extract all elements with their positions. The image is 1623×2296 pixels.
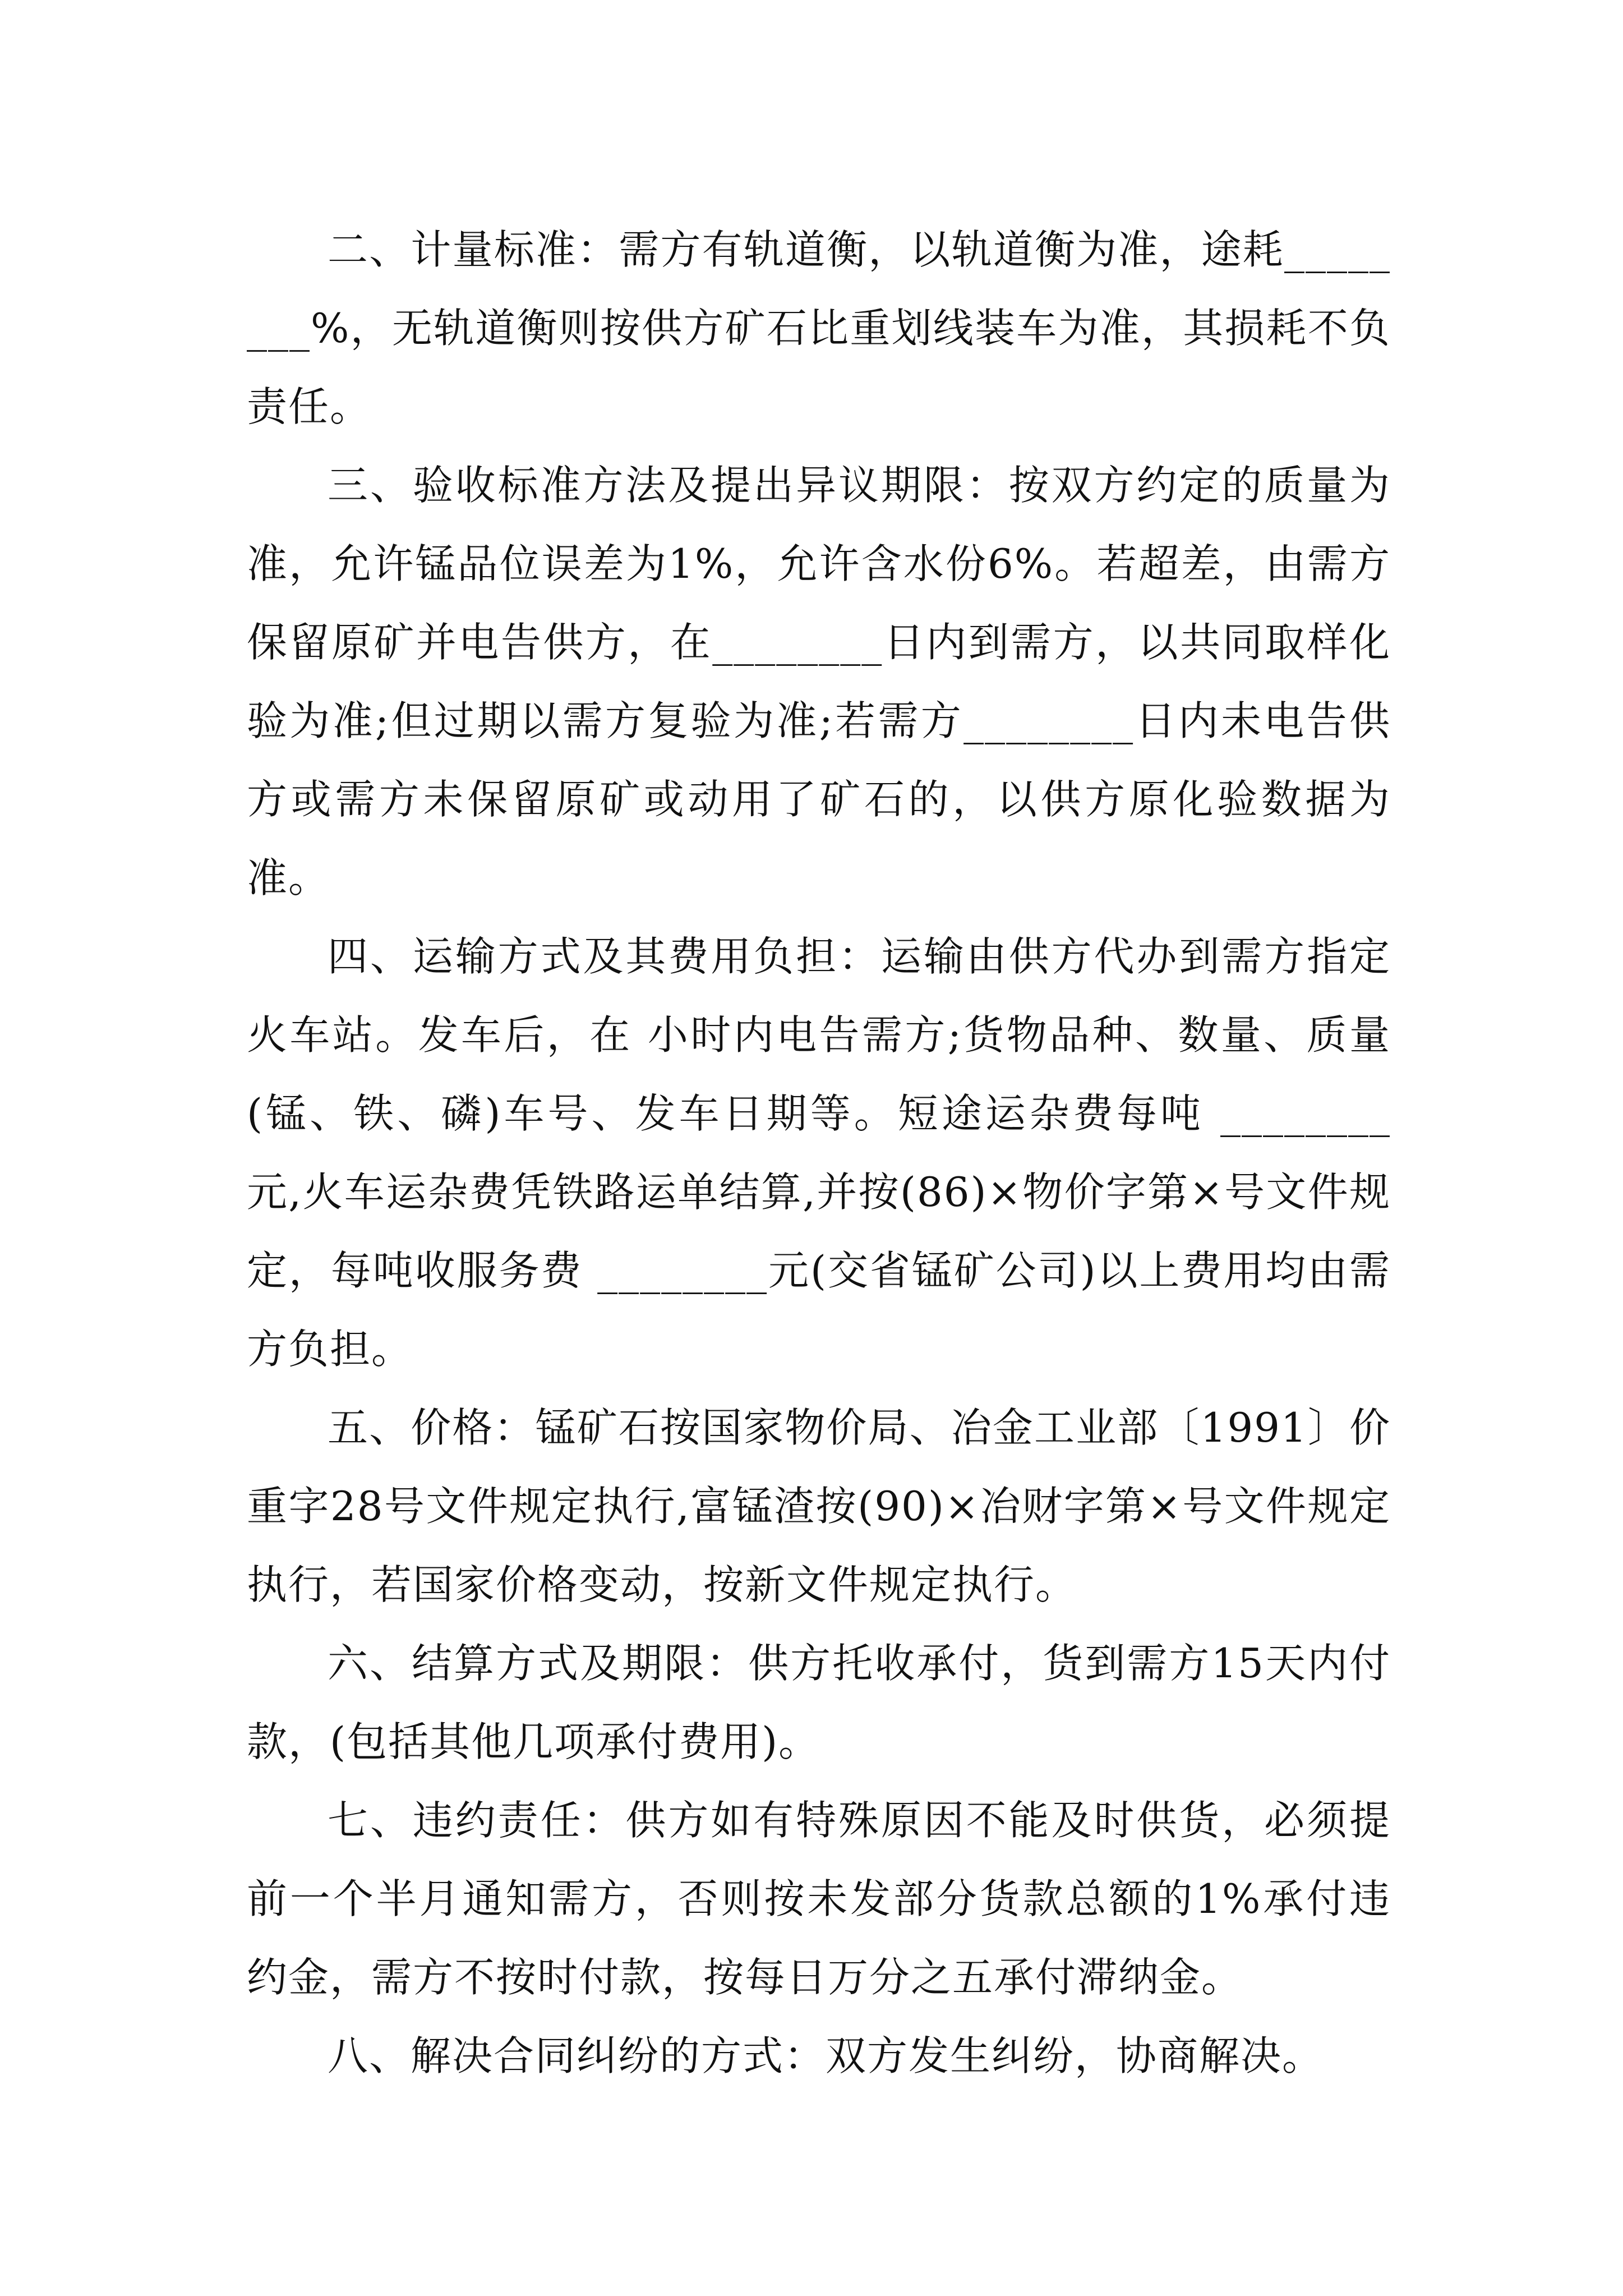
clause-measurement-standard: 二、计量标准：需方有轨道衡，以轨道衡为准，途耗________%，无轨道衡则按供方矿石比重划线装车为准，其损耗不负责任。 bbox=[247, 226, 1391, 430]
clause-transport: 四、运输方式及其费用负担：运输由供方代办到需方指定火车站。发车后，在 小时内电告需方;货物品种、数量、质量(锰、铁、磷)车号、发车日期等。短途运杂费每吨 ________元,火车运杂费凭铁路运单结算,并按(86)×物价字第×号文件规定，每吨收服务费 ________元(交省锰矿公司)以上费用均由需方负担。 bbox=[247, 933, 1391, 1373]
clause-dispute-resolution: 八、解决合同纠纷的方式：双方发生纠纷，协商解决。 bbox=[328, 2032, 1324, 2079]
clause-price: 五、价格：锰矿石按国家物价局、冶金工业部〔1991〕价重字28号文件规定执行,富锰渣按(90)×冶财字第×号文件规定执行，若国家价格变动，按新文件规定执行。 bbox=[247, 1404, 1391, 1608]
clause-settlement: 六、结算方式及期限：供方托收承付，货到需方15天内付款，(包括其他几项承付费用)。 bbox=[247, 1640, 1391, 1765]
clause-liability: 七、违约责任：供方如有特殊原因不能及时供货，必须提前一个半月通知需方，否则按未发部分货款总额的1%承付违约金，需方不按时付款，按每日万分之五承付滞纳金。 bbox=[247, 1797, 1391, 2001]
document-body bbox=[247, 210, 1391, 2095]
clause-acceptance-standard: 三、验收标准方法及提出异议期限：按双方约定的质量为准，允许锰品位误差为1%，允许含水份6%。若超差，由需方保留原矿并电告供方，在________日内到需方，以共同取样化验为准;但过期以需方复验为准;若需方________日内未电告供方或需方未保留原矿或动用了矿石的，以供方原化验数据为准。 bbox=[247, 462, 1391, 901]
